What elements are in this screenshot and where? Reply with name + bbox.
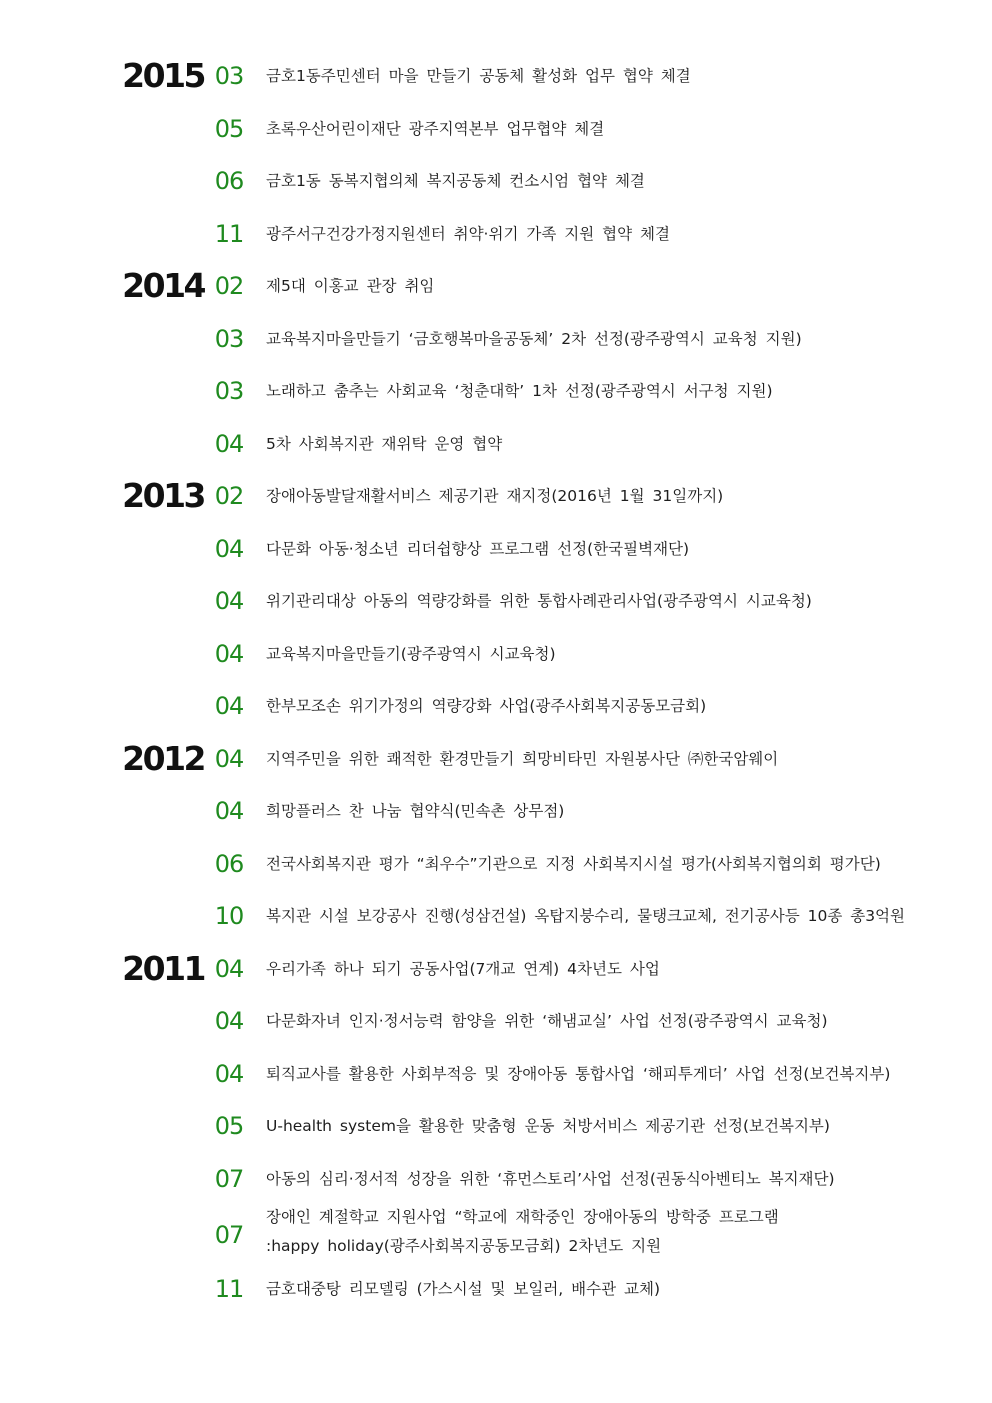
month-label: 04	[214, 744, 244, 773]
month-label: 05	[214, 114, 244, 143]
description-line: 다문화자녀 인지·정서능력 함양을 위한 ‘해냄교실’ 사업 선정(광주광역시 교육청)	[266, 1012, 828, 1030]
entry-description	[266, 590, 978, 612]
description-line: 아동의 심리·정서적 성장을 위한 ‘휴먼스토리’사업 선정(권동식아벤티노 복지재단)	[266, 1169, 835, 1188]
month-label: 04	[214, 1059, 244, 1088]
entry-description	[266, 65, 978, 87]
entry-description	[266, 905, 978, 927]
timeline-entry	[0, 1050, 992, 1103]
timeline-entry	[0, 1207, 992, 1265]
entry-description	[266, 958, 978, 980]
timeline-entry	[0, 1265, 992, 1318]
description-line: 제5대 이홍교 관장 취임	[266, 277, 435, 295]
year-label: 2013	[122, 476, 204, 515]
month-label: 02	[214, 272, 244, 300]
timeline-entry	[0, 367, 992, 420]
year-label: 2015	[122, 56, 204, 95]
month-label: 04	[214, 692, 244, 720]
entry-description	[266, 485, 978, 507]
month-label: 04	[214, 429, 244, 458]
year-label: 2011	[122, 948, 204, 988]
description-line: 금호1동 동복지협의체 복지공동체 컨소시엄 협약 체결	[266, 172, 645, 190]
timeline-entry	[0, 210, 992, 263]
description-line: 5차 사회복지관 재위탁 운영 협약	[266, 434, 503, 453]
timeline-entry	[0, 472, 992, 525]
timeline-entry	[0, 262, 992, 315]
entry-description	[266, 695, 978, 717]
description-line: 한부모조손 위기가정의 역량강화 사업(광주사회복지공동모금회)	[266, 697, 707, 715]
month-label: 05	[214, 1112, 244, 1140]
month-label: 04	[214, 797, 244, 825]
history-timeline	[0, 52, 992, 1318]
entry-description	[266, 1063, 978, 1085]
description-line: 지역주민을 위한 쾌적한 환경만들기 희망비타민 자원봉사단 ㈜한국암웨이	[266, 749, 779, 768]
description-line: 광주서구건강가정지원센터 취약·위기 가족 지원 협약 체결	[266, 224, 670, 243]
timeline-entry	[0, 945, 992, 998]
entry-description	[266, 275, 978, 297]
month-label: 03	[214, 377, 244, 405]
month-label: 04	[214, 639, 244, 668]
month-label: 07	[214, 1164, 244, 1193]
timeline-entry	[0, 577, 992, 630]
entry-description	[266, 223, 978, 245]
description-line: 위기관리대상 아동의 역량강화를 위한 통합사례관리사업(광주광역시 시교육청)	[266, 592, 812, 610]
timeline-entry	[0, 682, 992, 735]
entry-description	[266, 118, 978, 140]
entry-description	[266, 1168, 978, 1190]
description-line: 장애인 계절학교 지원사업 “학교에 재학중인 장애아동의 방학중 프로그램	[266, 1208, 779, 1226]
month-label: 04	[214, 954, 244, 983]
entry-description	[266, 538, 978, 560]
month-label: 03	[214, 324, 244, 353]
entry-description	[266, 748, 978, 770]
month-label: 02	[214, 482, 244, 510]
timeline-entry	[0, 787, 992, 840]
month-label: 06	[214, 849, 244, 878]
description-line: 전국사회복지관 평가 “최우수”기관으로 지정 사회복지시설 평가(사회복지협의회 평가단)	[266, 854, 881, 873]
description-line: 장애아동발달재활서비스 제공기관 재지정(2016년 1월 31일까지)	[266, 487, 724, 505]
month-label: 04	[214, 1007, 244, 1035]
entry-description	[266, 433, 978, 455]
description-line: 퇴직교사를 활용한 사회부적응 및 장애아동 통합사업 ‘해피투게더’ 사업 선정(보건복지부)	[266, 1064, 891, 1083]
timeline-entry	[0, 105, 992, 158]
year-label: 2012	[122, 738, 204, 778]
description-line: 노래하고 춤추는 사회교육 ‘청춘대학’ 1차 선정(광주광역시 서구청 지원)	[266, 382, 773, 400]
timeline-entry	[0, 525, 992, 578]
timeline-entry	[0, 52, 992, 105]
description-line: U-health system을 활용한 맞춤형 운동 처방서비스 제공기관 선정(보건복지부)	[266, 1117, 830, 1135]
entry-description	[266, 380, 978, 402]
entry-description	[266, 800, 978, 822]
timeline-entry	[0, 1102, 992, 1155]
timeline-entry	[0, 315, 992, 368]
description-line: 복지관 시설 보강공사 진행(성삼건설) 옥탑지붕수리, 물탱크교체, 전기공사등 10종 총3억원	[266, 907, 906, 925]
month-label: 11	[214, 219, 244, 248]
month-label: 04	[214, 587, 244, 615]
timeline-entry	[0, 1155, 992, 1208]
entry-description	[266, 643, 978, 665]
description-line: 희망플러스 찬 나눔 협약식(민속촌 상무점)	[266, 802, 565, 820]
month-label: 04	[214, 534, 244, 563]
month-label: 11	[214, 1275, 244, 1303]
entry-description	[266, 1203, 978, 1261]
year-label: 2014	[122, 266, 204, 305]
month-label: 07	[214, 1221, 244, 1249]
entry-description	[266, 1010, 978, 1032]
entry-description	[266, 170, 978, 192]
description-line: :happy holiday(광주사회복지공동모금회) 2차년도 지원	[266, 1237, 662, 1255]
timeline-entry	[0, 997, 992, 1050]
timeline-entry	[0, 735, 992, 788]
timeline-entry	[0, 892, 992, 945]
timeline-entry	[0, 157, 992, 210]
description-line: 다문화 아동·청소년 리더쉽향상 프로그램 선정(한국필벽재단)	[266, 539, 690, 558]
timeline-entry	[0, 840, 992, 893]
entry-description	[266, 853, 978, 875]
month-label: 03	[214, 62, 244, 90]
description-line: 초록우산어린이재단 광주지역본부 업무협약 체결	[266, 119, 605, 138]
description-line: 금호1동주민센터 마을 만들기 공동체 활성화 업무 협약 체결	[266, 67, 691, 85]
timeline-entry	[0, 630, 992, 683]
description-line: 금호대중탕 리모델링 (가스시설 및 보일러, 배수관 교체)	[266, 1280, 660, 1298]
entry-description	[266, 1115, 978, 1137]
timeline-entry	[0, 420, 992, 473]
month-label: 10	[214, 902, 244, 930]
description-line: 교육복지마을만들기 ‘금호행복마을공동체’ 2차 선정(광주광역시 교육청 지원)	[266, 329, 802, 348]
entry-description	[266, 328, 978, 350]
month-label: 06	[214, 167, 244, 195]
entry-description	[266, 1278, 978, 1300]
description-line: 우리가족 하나 되기 공동사업(7개교 연계) 4차년도 사업	[266, 959, 660, 978]
description-line: 교육복지마을만들기(광주광역시 시교육청)	[266, 644, 556, 663]
